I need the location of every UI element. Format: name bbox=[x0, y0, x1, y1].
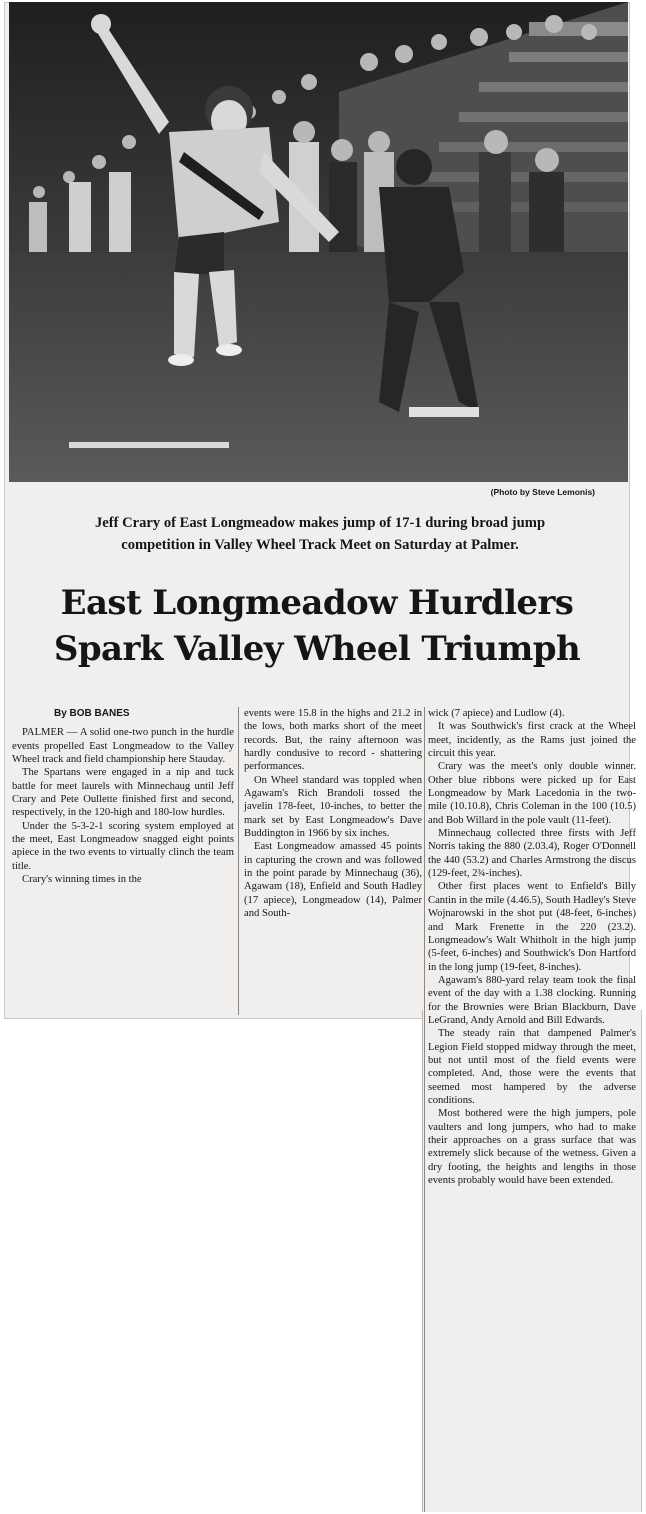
paragraph: Most bothered were the high jumpers, pole vaulters and long jumpers, who had to make their approaches on a grass surface that was extremely slick because of the wetness. Given a dry footing, the heights and lengths in those events probably would have been extended. bbox=[428, 1108, 636, 1187]
headline-line: East Longmeadow Hurdlers bbox=[60, 583, 574, 623]
paragraph: The steady rain that dampened Palmer's Legion Field stopped midway through the meet, but not until most of the field events were completed. And, those were the events that seemed most hampered by the adverse conditions. bbox=[428, 1028, 636, 1106]
photo-caption bbox=[20, 512, 620, 556]
byline: By BOB BANES bbox=[54, 708, 130, 719]
paragraph: The Spartans were engaged in a nip and tuck battle for meet laurels with Minnechaug until Jeff Crary and Pete Oullette finished first and second, respectively, in the 120-high and 180-low hurdles. bbox=[12, 767, 234, 819]
photo-credit: (Photo by Steve Lemonis) bbox=[490, 487, 595, 497]
paragraph: Other first places went to Enfield's Billy Cantin in the mile (4.46.5), South Hadley's Steve Wojnarowski in the shot put (48-feet, 6-inches) and Mark Frenette in the 220 (23.2). Longmeadow's Walt Whitholt in the high jump (5-feet, 6-inches) and Southwick's Don Hartford in the long jump (19-feet, 8-inches). bbox=[428, 881, 636, 973]
caption-line: Jeff Crary of East Longmeadow makes jump of 17-1 during broad jump bbox=[94, 515, 546, 531]
article-column-3 bbox=[428, 707, 636, 1187]
article-column-1 bbox=[12, 707, 234, 886]
news-photo-broad-jump bbox=[9, 2, 628, 482]
paragraph: It was Southwick's first crack at the Wheel meet, incidently, as the Rams just joined the circuit this year. bbox=[428, 721, 636, 760]
paragraph: events were 15.8 in the highs and 21.2 in the lows, both marks short of the meet records. But, the rainy afternoon was hardly condusive to record - shattering performances. bbox=[244, 708, 422, 773]
paragraph: Minnechaug collected three firsts with Jeff Norris taking the 880 (2.03.4), Roger O'Donnell the 440 (53.2) and Charles Armstrong the discus (129-feet, 2¾-inches). bbox=[428, 828, 636, 880]
paragraph: East Longmeadow amassed 45 points in capturing the crown and was followed in the point parade by Minnechaug (36), Agawam (18), Enfield and South Hadley (17 apiece), Longmeadow (14), Palmer and South- bbox=[244, 841, 422, 920]
headline-line: Spark Valley Wheel Triumph bbox=[53, 629, 581, 669]
column-rule bbox=[238, 707, 239, 1015]
paragraph: Crary was the meet's only double winner. Other blue ribbons were picked up for East Longmeadow by Mark Lacedonia in the two-mile (10.10.8), Chris Coleman in the 100 (10.5) and Bob Willard in the pole vault (11-feet). bbox=[428, 761, 636, 826]
article-headline bbox=[10, 580, 624, 672]
paragraph: Under the 5-3-2-1 scoring system employed at the meet, East Longmeadow snagged eight points apiece in the two events to virtually clinch the team title. bbox=[12, 820, 234, 872]
caption-line: competition in Valley Wheel Track Meet on Saturday at Palmer. bbox=[121, 537, 519, 553]
paragraph: wick (7 apiece) and Ludlow (4). bbox=[428, 708, 565, 719]
paragraph: Crary's winning times in the bbox=[22, 874, 142, 886]
paragraph: PALMER — A solid one-two punch in the hurdle events propelled East Longmeadow to the Valley Wheel track and field championship here Stauday. bbox=[12, 727, 234, 766]
column-rule bbox=[424, 707, 425, 1512]
paragraph: On Wheel standard was toppled when Agawam's Rich Brandoli tossed the javelin 178-feet, 10-inches, to better the mark set by East Longmeadow's Dave Buddington in 1966 by six inches. bbox=[244, 774, 422, 840]
article-column-2 bbox=[244, 707, 422, 921]
paragraph: Agawam's 880-yard relay team took the final event of the day with a 1.38 clocking. Running for the Brownies were Brian Blackburn, Dave LeGrand, Andy Arnold and Bill Edwards. bbox=[428, 974, 636, 1026]
